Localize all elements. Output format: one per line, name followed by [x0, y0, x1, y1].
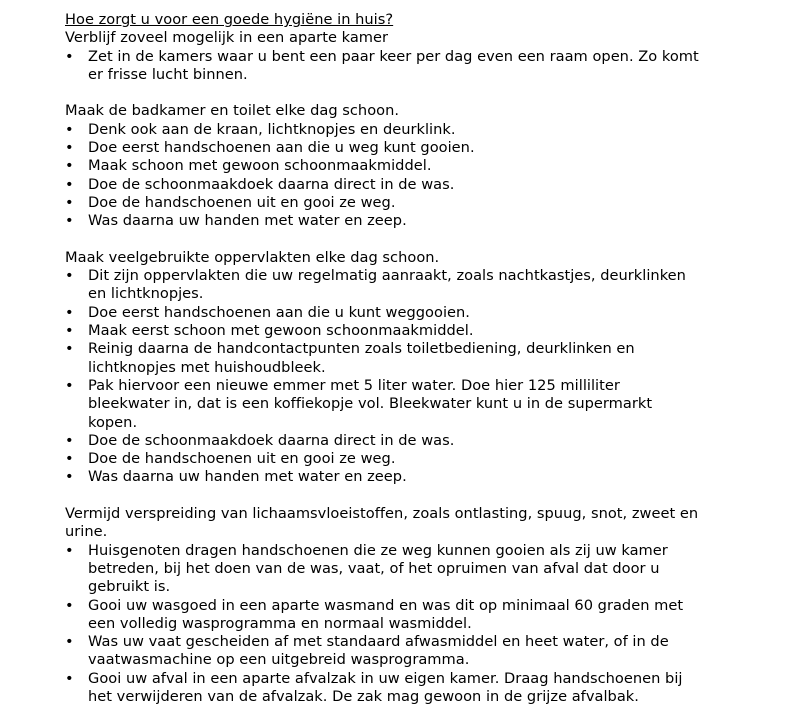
- bullet-list: [65, 121, 705, 231]
- list-item-text: Zet in de kamers waar u bent een paar keer per dag even een raam open. Zo komt er frisse lucht binnen.: [88, 47, 699, 83]
- document-title: Hoe zorgt u voor een goede hygiëne in huis?: [65, 11, 394, 28]
- list-item-text: Gooi uw wasgoed in een aparte wasmand en was dit op minimaal 60 graden met een volledig wasprogramma en normaal wasmiddel.: [88, 596, 684, 632]
- section-intro: Maak veelgebruikte oppervlakten elke dag schoon.: [65, 248, 440, 266]
- list-item: [65, 670, 705, 707]
- section-spacer: [65, 487, 705, 505]
- bullet-icon: •: [65, 322, 74, 340]
- bullet-icon: •: [65, 431, 74, 449]
- list-item-text: Was daarna uw handen met water en zeep.: [88, 212, 407, 230]
- bullet-icon: •: [65, 157, 74, 175]
- list-item-text: Maak eerst schoon met gewoon schoonmaakmiddel.: [88, 322, 474, 340]
- section-badkamer-toilet: [65, 102, 705, 230]
- list-item: [65, 340, 705, 377]
- list-item: [65, 633, 705, 670]
- list-item-text: Pak hiervoor een nieuwe emmer met 5 liter water. Doe hier 125 milliliter bleekwater in, dat is een koffiekopje vol. Bleekwater kunt u in de supermarkt kopen.: [88, 376, 653, 431]
- bullet-icon: •: [65, 596, 74, 614]
- section-spacer: [65, 231, 705, 249]
- list-item: [65, 304, 705, 322]
- bullet-icon: •: [65, 193, 74, 211]
- list-item: [65, 176, 705, 194]
- list-item: [65, 267, 705, 304]
- bullet-icon: •: [65, 267, 74, 285]
- bullet-list: [65, 542, 705, 707]
- list-item: [65, 322, 705, 340]
- list-item: [65, 597, 705, 634]
- section-intro: Maak de badkamer en toilet elke dag schoon.: [65, 102, 400, 120]
- list-item-text: Reinig daarna de handcontactpunten zoals toiletbediening, deurklinken en lichtknopjes met huishoudbleek.: [88, 340, 635, 376]
- list-item: [65, 194, 705, 212]
- bullet-icon: •: [65, 468, 74, 486]
- list-item-text: Maak schoon met gewoon schoonmaakmiddel.: [88, 157, 432, 175]
- list-item: [65, 157, 705, 175]
- bullet-icon: •: [65, 139, 74, 157]
- list-item-text: Denk ook aan de kraan, lichtknopjes en deurklink.: [88, 120, 456, 138]
- list-item-text: Doe eerst handschoenen aan die u kunt weggooien.: [88, 303, 470, 321]
- section-oppervlakten: [65, 249, 705, 487]
- bullet-icon: •: [65, 340, 74, 358]
- section-intro: Verblijf zoveel mogelijk in een aparte kamer: [65, 29, 389, 47]
- list-item-text: Was uw vaat gescheiden af met standaard afwasmiddel en heet water, of in de vaatwasmachine op een uitgebreid wasprogramma.: [88, 633, 669, 669]
- section-lichaamsvloeistoffen: [65, 505, 705, 706]
- list-item: [65, 432, 705, 450]
- list-item-text: Doe de schoonmaakdoek daarna direct in de was.: [88, 175, 455, 193]
- list-item: [65, 450, 705, 468]
- list-item-text: Was daarna uw handen met water en zeep.: [88, 468, 407, 486]
- list-item: [65, 212, 705, 230]
- bullet-icon: •: [65, 376, 74, 394]
- bullet-icon: •: [65, 633, 74, 651]
- bullet-icon: •: [65, 541, 74, 559]
- list-item-text: Gooi uw afval in een aparte afvalzak in uw eigen kamer. Draag handschoenen bij het verwijderen van de afvalzak. De zak mag gewoon in de grijze afvalbak.: [88, 669, 683, 705]
- section-aparte-kamer: [65, 29, 705, 84]
- bullet-icon: •: [65, 303, 74, 321]
- list-item: [65, 121, 705, 139]
- list-item: [65, 468, 705, 486]
- section-intro: Vermijd verspreiding van lichaamsvloeistoffen, zoals ontlasting, spuug, snot, zweet en urine.: [65, 505, 699, 541]
- list-item-text: Huisgenoten dragen handschoenen die ze weg kunnen gooien als zij uw kamer betreden, bij het doen van de was, vaat, of het opruimen van afval dat door u gebruikt is.: [88, 541, 668, 596]
- bullet-list: [65, 267, 705, 487]
- list-item: [65, 542, 705, 597]
- bullet-icon: •: [65, 120, 74, 138]
- bullet-icon: •: [65, 450, 74, 468]
- bullet-icon: •: [65, 47, 74, 65]
- bullet-icon: •: [65, 212, 74, 230]
- list-item: [65, 48, 705, 85]
- section-spacer: [65, 84, 705, 102]
- bullet-icon: •: [65, 175, 74, 193]
- list-item: [65, 139, 705, 157]
- bullet-icon: •: [65, 669, 74, 687]
- list-item-text: Dit zijn oppervlakten die uw regelmatig aanraakt, zoals nachtkastjes, deurklinken en lichtknopjes.: [88, 267, 686, 303]
- list-item-text: Doe de schoonmaakdoek daarna direct in de was.: [88, 431, 455, 449]
- list-item: [65, 377, 705, 432]
- bullet-list: [65, 48, 705, 85]
- list-item-text: Doe de handschoenen uit en gooi ze weg.: [88, 193, 396, 211]
- list-item-text: Doe eerst handschoenen aan die u weg kunt gooien.: [88, 139, 475, 157]
- list-item-text: Doe de handschoenen uit en gooi ze weg.: [88, 450, 396, 468]
